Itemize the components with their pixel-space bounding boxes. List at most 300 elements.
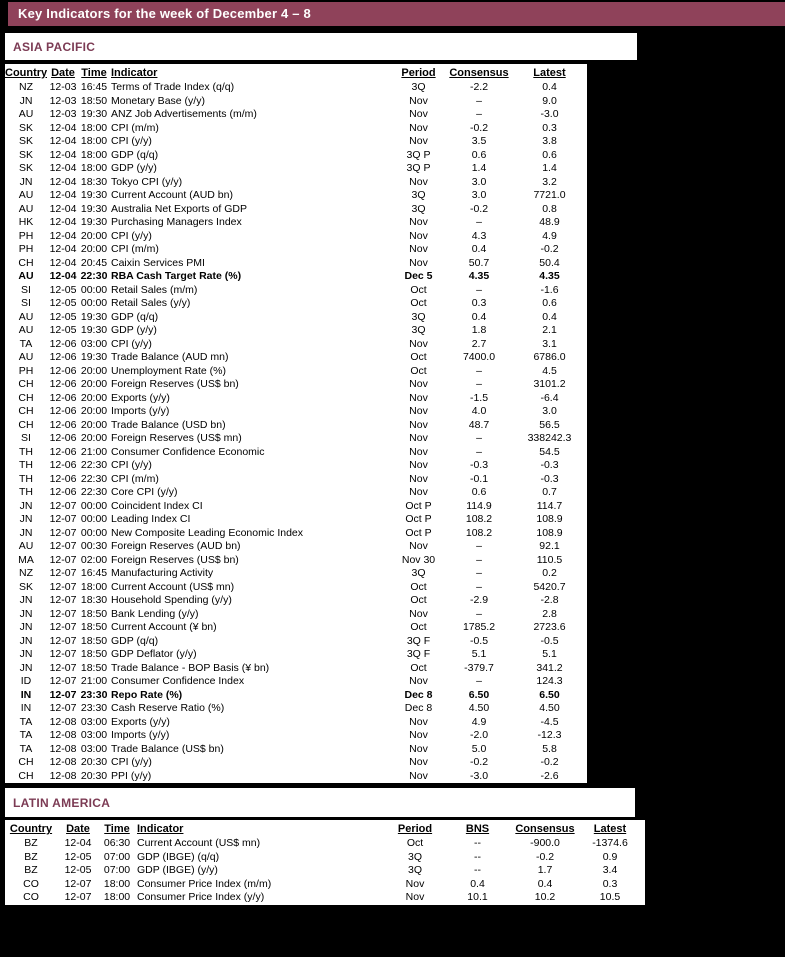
table-cell: 21:00 bbox=[80, 675, 108, 687]
table-cell: Nov bbox=[409, 216, 428, 228]
table-cell: -2.0 bbox=[469, 729, 489, 741]
table-cell: – bbox=[476, 580, 482, 593]
table-cell: Nov bbox=[409, 337, 428, 350]
table-cell: 5.1 bbox=[471, 648, 487, 660]
table-cell: 3.0 bbox=[542, 405, 557, 417]
table-cell: JN bbox=[19, 648, 33, 660]
table-cell: CH bbox=[18, 405, 34, 417]
table-cell: JN bbox=[19, 94, 33, 107]
table-cell: CPI (m/m) bbox=[111, 472, 159, 485]
table-cell: -0.3 bbox=[540, 472, 559, 485]
table-cell: 3Q F bbox=[406, 634, 431, 647]
table-cell: 1.7 bbox=[537, 864, 553, 876]
table-cell: Consumer Confidence Index bbox=[111, 675, 245, 687]
table-cell: 12-06 bbox=[49, 418, 77, 431]
table-row bbox=[5, 716, 587, 730]
table-row bbox=[5, 635, 587, 649]
table-cell: 12-08 bbox=[49, 742, 77, 755]
table-row bbox=[5, 594, 587, 608]
table-cell: JN bbox=[19, 175, 33, 188]
table-cell: -2.9 bbox=[469, 594, 489, 606]
table-cell: – bbox=[476, 378, 482, 390]
table-cell: 3Q bbox=[411, 81, 426, 93]
table-cell: Oct P bbox=[405, 513, 432, 525]
table-cell: Foreign Reserves (US$ bn) bbox=[111, 378, 239, 390]
table-cell: NZ bbox=[19, 567, 33, 579]
table-cell: Nov bbox=[405, 877, 425, 890]
table-cell: 108.2 bbox=[465, 513, 493, 525]
table-cell: 00:00 bbox=[80, 526, 108, 539]
table-row bbox=[5, 621, 587, 635]
table-cell: 338242.3 bbox=[527, 432, 572, 444]
table-cell: 0.6 bbox=[471, 148, 487, 161]
table-cell: 108.9 bbox=[536, 526, 563, 539]
table-cell: 12-07 bbox=[49, 688, 77, 701]
table-cell: Leading Index CI bbox=[111, 513, 191, 525]
table-cell: – bbox=[476, 283, 482, 296]
column-header-consensus: Consensus bbox=[515, 823, 575, 835]
table-cell: 4.9 bbox=[542, 229, 557, 242]
table-cell: 3Q bbox=[411, 567, 426, 579]
table-cell: – bbox=[476, 216, 482, 228]
table-row bbox=[5, 176, 587, 190]
table-row bbox=[5, 608, 587, 622]
table-cell: 0.8 bbox=[542, 202, 557, 215]
table-cell: Nov bbox=[405, 891, 425, 903]
table-cell: Oct bbox=[410, 621, 427, 633]
table-cell: 12-07 bbox=[49, 634, 77, 647]
table-cell: – bbox=[476, 567, 482, 579]
table-cell: 10.1 bbox=[467, 891, 488, 903]
table-cell: TA bbox=[19, 715, 33, 728]
table-cell: 03:00 bbox=[80, 729, 108, 741]
table-cell: GDP (y/y) bbox=[111, 162, 157, 174]
table-cell: 0.4 bbox=[542, 81, 557, 93]
table-cell: Trade Balance (US$ bn) bbox=[111, 742, 224, 755]
table-cell: AU bbox=[18, 189, 34, 201]
table-cell: 12-04 bbox=[64, 837, 92, 849]
table-cell: -0.3 bbox=[540, 459, 559, 471]
table-cell: 12-04 bbox=[49, 256, 77, 269]
table-cell: 20:45 bbox=[80, 256, 108, 269]
table-cell: ID bbox=[20, 675, 32, 687]
table-cell: TA bbox=[19, 742, 33, 755]
table-cell: -- bbox=[474, 850, 481, 863]
table-cell: 00:00 bbox=[80, 499, 108, 512]
table-cell: 18:00 bbox=[103, 891, 131, 903]
table-cell: 12-07 bbox=[49, 594, 77, 606]
table-cell: CO bbox=[23, 877, 39, 890]
table-cell: 114.9 bbox=[466, 499, 492, 512]
table-cell: 02:00 bbox=[80, 553, 108, 566]
table-cell: Trade Balance (AUD mn) bbox=[111, 351, 229, 363]
table-cell: Nov bbox=[409, 94, 428, 107]
table-cell: -4.5 bbox=[540, 715, 559, 728]
table-cell: CO bbox=[23, 891, 39, 903]
table-cell: AU bbox=[18, 108, 34, 120]
table-cell: Dec 5 bbox=[404, 270, 433, 282]
table-cell: -3.0 bbox=[469, 769, 489, 782]
table-cell: 19:30 bbox=[80, 108, 108, 120]
table-cell: PPI (y/y) bbox=[111, 769, 152, 782]
table-cell: IN bbox=[20, 702, 32, 714]
table-cell: 108.9 bbox=[536, 513, 563, 525]
table-row bbox=[5, 878, 645, 892]
table-header-row bbox=[5, 822, 645, 837]
table-cell: 12-04 bbox=[49, 216, 77, 228]
table-cell: 12-04 bbox=[49, 175, 77, 188]
table-cell: 5.1 bbox=[542, 648, 557, 660]
asia-pacific-table-panel bbox=[5, 64, 587, 783]
table-cell: 20:00 bbox=[80, 378, 108, 390]
table-cell: 5420.7 bbox=[533, 580, 566, 593]
column-header-bns: BNS bbox=[465, 823, 490, 835]
table-cell: -0.1 bbox=[469, 472, 489, 485]
table-cell: Oct bbox=[410, 297, 427, 309]
table-cell: 12-05 bbox=[49, 310, 77, 323]
report-title-banner bbox=[8, 2, 785, 26]
table-cell: Nov bbox=[409, 675, 428, 687]
table-cell: 12-05 bbox=[49, 297, 77, 309]
table-cell: Oct bbox=[410, 580, 427, 593]
table-cell: 12-03 bbox=[49, 94, 77, 107]
section-title: LATIN AMERICA bbox=[13, 795, 111, 810]
table-cell: 92.1 bbox=[539, 540, 560, 552]
table-row bbox=[5, 419, 587, 433]
table-cell: -379.7 bbox=[464, 661, 494, 674]
table-cell: 12-07 bbox=[49, 621, 77, 633]
asia-pacific-table bbox=[5, 66, 587, 783]
table-row bbox=[5, 756, 587, 770]
table-cell: 07:00 bbox=[103, 864, 131, 876]
table-cell: 12-07 bbox=[64, 891, 92, 903]
table-cell: Nov bbox=[409, 243, 428, 255]
table-cell: Exports (y/y) bbox=[111, 715, 170, 728]
table-cell: JN bbox=[19, 499, 33, 512]
table-row bbox=[5, 446, 587, 460]
table-cell: Manufacturing Activity bbox=[111, 567, 214, 579]
table-cell: 18:50 bbox=[80, 94, 108, 107]
table-cell: 12-06 bbox=[49, 391, 77, 404]
table-cell: 10.5 bbox=[599, 891, 621, 903]
table-cell: 18:50 bbox=[80, 661, 108, 674]
table-cell: 12-07 bbox=[49, 526, 77, 539]
column-header-period: Period bbox=[397, 823, 433, 835]
table-cell: IN bbox=[20, 688, 32, 701]
table-cell: 3.8 bbox=[542, 135, 557, 147]
table-cell: 12-06 bbox=[49, 432, 77, 444]
table-cell: 0.6 bbox=[542, 297, 557, 309]
table-row bbox=[5, 149, 587, 163]
table-cell: Nov bbox=[409, 742, 428, 755]
table-cell: – bbox=[476, 364, 482, 377]
table-cell: 0.7 bbox=[542, 486, 557, 498]
table-cell: -0.5 bbox=[540, 634, 559, 647]
table-cell: 3.5 bbox=[471, 135, 487, 147]
table-cell: Australia Net Exports of GDP bbox=[111, 202, 247, 215]
table-cell: 19:30 bbox=[80, 351, 108, 363]
table-cell: 0.3 bbox=[471, 297, 487, 309]
table-row bbox=[5, 338, 587, 352]
table-cell: 18:30 bbox=[80, 594, 108, 606]
table-cell: 12-05 bbox=[49, 283, 77, 296]
table-cell: 12-07 bbox=[49, 513, 77, 525]
table-cell: 16:45 bbox=[80, 81, 108, 93]
table-cell: 18:30 bbox=[80, 175, 108, 188]
table-cell: 12-06 bbox=[49, 486, 77, 498]
latin-america-table bbox=[5, 822, 645, 905]
table-cell: 3Q bbox=[407, 850, 422, 863]
table-cell: GDP (IBGE) (y/y) bbox=[137, 864, 218, 876]
table-cell: Oct bbox=[410, 594, 427, 606]
table-row bbox=[5, 581, 587, 595]
table-cell: 12-06 bbox=[49, 337, 77, 350]
column-header-time: Time bbox=[104, 823, 130, 835]
table-cell: CH bbox=[18, 391, 34, 404]
table-cell: GDP (q/q) bbox=[111, 310, 159, 323]
table-cell: 12-07 bbox=[49, 648, 77, 660]
table-cell: Oct bbox=[410, 364, 427, 377]
table-cell: 3Q P bbox=[406, 162, 431, 174]
table-cell: Exports (y/y) bbox=[111, 391, 170, 404]
table-cell: Coincident Index CI bbox=[111, 499, 203, 512]
table-cell: NZ bbox=[19, 81, 33, 93]
table-cell: TA bbox=[19, 729, 33, 741]
table-cell: 3.0 bbox=[471, 175, 487, 188]
table-cell: 12-07 bbox=[49, 580, 77, 593]
table-cell: 3.0 bbox=[471, 189, 487, 201]
table-row bbox=[5, 203, 587, 217]
table-cell: 12-03 bbox=[49, 108, 77, 120]
table-row bbox=[5, 473, 587, 487]
table-cell: 4.9 bbox=[471, 715, 487, 728]
table-cell: -0.5 bbox=[469, 634, 489, 647]
table-cell: 56.5 bbox=[539, 418, 560, 431]
table-cell: 12-07 bbox=[49, 702, 77, 714]
table-cell: 4.35 bbox=[539, 270, 560, 282]
table-cell: -2.6 bbox=[540, 769, 559, 782]
table-cell: Current Account (¥ bn) bbox=[111, 621, 217, 633]
table-cell: 00:00 bbox=[80, 297, 108, 309]
table-row bbox=[5, 95, 587, 109]
table-cell: 19:30 bbox=[80, 310, 108, 323]
table-row bbox=[5, 864, 645, 878]
table-row bbox=[5, 675, 587, 689]
table-cell: Current Account (US$ mn) bbox=[137, 837, 261, 849]
table-cell: Foreign Reserves (AUD bn) bbox=[111, 540, 241, 552]
table-cell: 7400.0 bbox=[462, 351, 496, 363]
table-row bbox=[5, 108, 587, 122]
table-cell: – bbox=[476, 445, 482, 458]
table-cell: 12-07 bbox=[49, 540, 77, 552]
section-header-latin-america bbox=[5, 788, 635, 817]
table-cell: RBA Cash Target Rate (%) bbox=[111, 270, 242, 282]
table-row bbox=[5, 662, 587, 676]
table-cell: Oct P bbox=[405, 499, 432, 512]
table-cell: 12-04 bbox=[49, 135, 77, 147]
table-cell: -0.2 bbox=[535, 850, 555, 863]
table-cell: Nov bbox=[409, 729, 428, 741]
table-cell: 341.2 bbox=[536, 661, 563, 674]
table-cell: 4.35 bbox=[468, 270, 490, 282]
table-cell: TH bbox=[19, 445, 33, 458]
table-cell: ANZ Job Advertisements (m/m) bbox=[111, 108, 257, 120]
table-cell: -12.3 bbox=[537, 729, 562, 741]
section-title: ASIA PACIFIC bbox=[13, 39, 96, 54]
table-cell: -900.0 bbox=[530, 837, 560, 849]
column-header-time: Time bbox=[81, 67, 107, 79]
table-cell: 03:00 bbox=[80, 715, 108, 728]
table-cell: -0.2 bbox=[469, 756, 489, 768]
table-cell: Nov bbox=[409, 715, 428, 728]
table-cell: Cash Reserve Ratio (%) bbox=[111, 702, 225, 714]
table-cell: 3Q bbox=[407, 864, 422, 876]
table-cell: Purchasing Managers Index bbox=[111, 216, 242, 228]
table-cell: HK bbox=[18, 216, 34, 228]
table-cell: 3Q bbox=[411, 324, 426, 336]
table-cell: -- bbox=[474, 837, 481, 849]
table-cell: 108.2 bbox=[465, 526, 493, 539]
table-row bbox=[5, 743, 587, 757]
table-cell: 10.2 bbox=[534, 891, 556, 903]
table-cell: Oct P bbox=[405, 526, 432, 539]
table-cell: -6.4 bbox=[540, 391, 559, 404]
table-cell: 2.1 bbox=[542, 324, 557, 336]
table-cell: JN bbox=[19, 621, 33, 633]
table-cell: Current Account (AUD bn) bbox=[111, 189, 233, 201]
table-cell: Imports (y/y) bbox=[111, 405, 170, 417]
table-row bbox=[5, 486, 587, 500]
table-cell: 54.5 bbox=[539, 445, 560, 458]
table-row bbox=[5, 230, 587, 244]
table-row bbox=[5, 837, 645, 851]
table-cell: 12-07 bbox=[49, 675, 77, 687]
table-cell: JN bbox=[19, 607, 33, 620]
table-cell: 114.7 bbox=[536, 499, 563, 512]
table-cell: 19:30 bbox=[80, 202, 108, 215]
table-cell: TA bbox=[19, 337, 33, 350]
table-cell: Nov bbox=[409, 769, 428, 782]
table-cell: AU bbox=[18, 310, 34, 323]
table-cell: Current Account (US$ mn) bbox=[111, 580, 235, 593]
table-row bbox=[5, 405, 587, 419]
table-cell: 3Q bbox=[411, 310, 426, 323]
table-cell: GDP (q/q) bbox=[111, 634, 159, 647]
table-cell: 23:30 bbox=[80, 688, 108, 701]
table-cell: 1785.2 bbox=[462, 621, 496, 633]
column-header-date: Date bbox=[51, 67, 75, 79]
table-cell: AU bbox=[18, 270, 34, 282]
section-header-asia-pacific bbox=[5, 33, 637, 60]
table-cell: CPI (m/m) bbox=[111, 121, 159, 134]
table-cell: CPI (y/y) bbox=[111, 229, 152, 242]
table-row bbox=[5, 81, 587, 95]
table-cell: 18:50 bbox=[80, 634, 108, 647]
table-cell: 3Q F bbox=[406, 648, 431, 660]
table-cell: 6786.0 bbox=[533, 351, 566, 363]
table-row bbox=[5, 135, 587, 149]
table-cell: 18:50 bbox=[80, 648, 108, 660]
table-cell: SI bbox=[21, 432, 31, 444]
table-cell: 07:00 bbox=[103, 850, 131, 863]
table-row bbox=[5, 284, 587, 298]
table-cell: 12-07 bbox=[49, 661, 77, 674]
table-cell: 20:00 bbox=[80, 418, 108, 431]
table-cell: 20:00 bbox=[80, 364, 108, 377]
table-row bbox=[5, 216, 587, 230]
table-cell: -0.2 bbox=[540, 756, 559, 768]
report-title: Key Indicators for the week of December 4 – 8 bbox=[18, 6, 311, 21]
table-cell: Trade Balance (USD bn) bbox=[111, 418, 226, 431]
table-cell: Nov bbox=[409, 486, 428, 498]
table-cell: 3Q P bbox=[406, 148, 431, 161]
table-cell: 23:30 bbox=[80, 702, 108, 714]
table-cell: 12-06 bbox=[49, 445, 77, 458]
table-cell: Nov bbox=[409, 445, 428, 458]
table-cell: JN bbox=[19, 634, 33, 647]
table-cell: 00:00 bbox=[80, 283, 108, 296]
table-cell: 18:00 bbox=[80, 148, 108, 161]
table-cell: BZ bbox=[24, 837, 38, 849]
table-cell: 12-04 bbox=[49, 243, 77, 255]
table-cell: BZ bbox=[24, 864, 38, 876]
column-header-latest: Latest bbox=[533, 67, 566, 79]
table-cell: Foreign Reserves (US$ mn) bbox=[111, 432, 242, 444]
column-header-indicator: Indicator bbox=[137, 823, 184, 835]
table-cell: 03:00 bbox=[80, 337, 108, 350]
table-row bbox=[5, 189, 587, 203]
table-cell: CH bbox=[18, 769, 34, 782]
table-cell: 00:30 bbox=[80, 540, 108, 552]
table-cell: 19:30 bbox=[80, 216, 108, 228]
table-cell: JN bbox=[19, 661, 33, 674]
table-cell: New Composite Leading Economic Index bbox=[111, 526, 304, 539]
table-cell: 3Q bbox=[411, 202, 426, 215]
table-cell: 0.4 bbox=[537, 877, 553, 890]
table-row bbox=[5, 257, 587, 271]
table-cell: Nov bbox=[409, 418, 428, 431]
table-cell: 0.9 bbox=[602, 850, 618, 863]
table-cell: 12-07 bbox=[49, 499, 77, 512]
table-cell: 3.1 bbox=[542, 337, 557, 350]
table-row bbox=[5, 891, 645, 905]
table-row bbox=[5, 270, 587, 284]
table-cell: Nov bbox=[409, 405, 428, 417]
table-cell: 12-03 bbox=[49, 81, 77, 93]
table-row bbox=[5, 365, 587, 379]
table-cell: GDP Deflator (y/y) bbox=[111, 648, 197, 660]
table-cell: 18:00 bbox=[103, 877, 131, 890]
table-row bbox=[5, 162, 587, 176]
table-cell: 1.4 bbox=[542, 162, 557, 174]
table-cell: BZ bbox=[24, 850, 38, 863]
table-cell: Oct bbox=[410, 351, 427, 363]
table-cell: 12-07 bbox=[49, 553, 77, 566]
table-cell: 0.6 bbox=[542, 148, 557, 161]
table-cell: 0.6 bbox=[471, 486, 487, 498]
table-cell: Foreign Reserves (US$ bn) bbox=[111, 553, 239, 566]
table-cell: CH bbox=[18, 418, 34, 431]
table-cell: 16:45 bbox=[80, 567, 108, 579]
table-cell: Unemployment Rate (%) bbox=[111, 364, 226, 377]
table-cell: Imports (y/y) bbox=[111, 729, 170, 741]
table-cell: 2723.6 bbox=[533, 621, 566, 633]
table-row bbox=[5, 648, 587, 662]
table-cell: Retail Sales (m/m) bbox=[111, 283, 198, 296]
table-cell: 50.4 bbox=[539, 256, 560, 269]
table-cell: -2.8 bbox=[540, 594, 559, 606]
table-cell: -1.6 bbox=[540, 283, 559, 296]
